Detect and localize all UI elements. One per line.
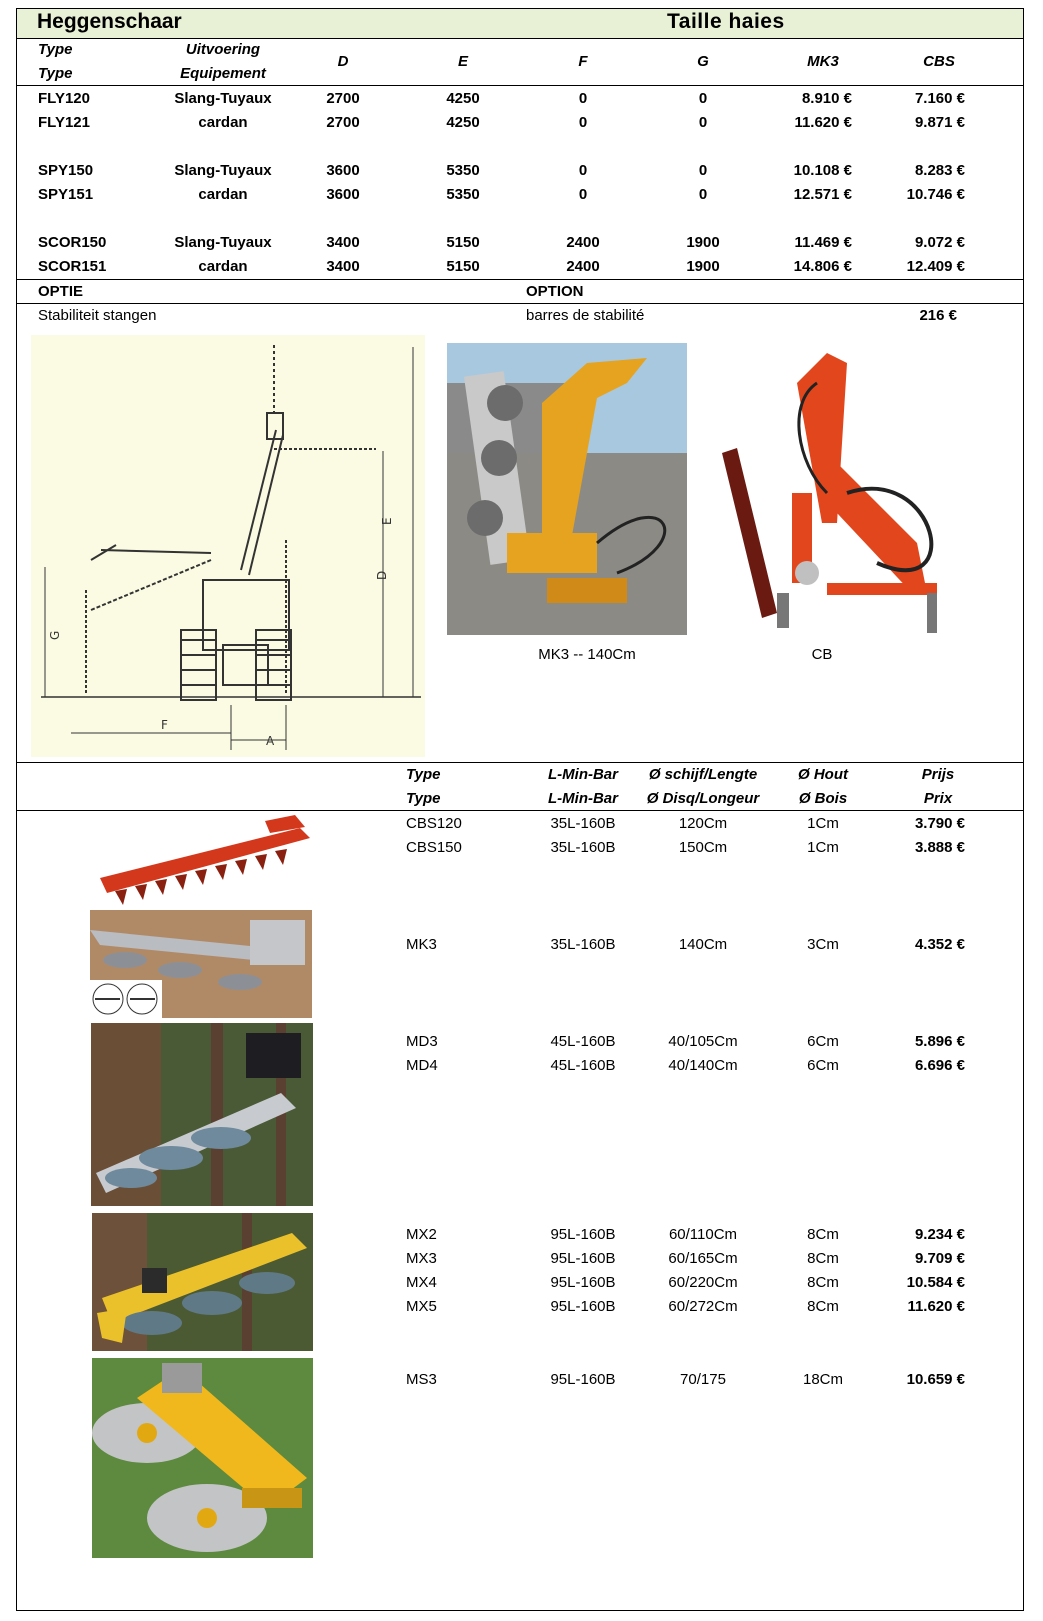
cell-type: MX3 [406, 1250, 437, 1267]
cell-mk3: 11.469 € [794, 234, 852, 251]
cell-cbs: 12.409 € [906, 258, 965, 275]
cell-mk3: 11.620 € [794, 114, 852, 131]
cell-type: FLY120 [38, 90, 90, 107]
cell-disc: 40/105Cm [668, 1033, 738, 1050]
cell-disc: 70/175 [680, 1371, 726, 1388]
cell-wood: 8Cm [807, 1274, 839, 1291]
title-bar [17, 9, 1023, 39]
cell-bar: 45L-160B [550, 1033, 616, 1050]
cell-d: 3600 [326, 186, 360, 203]
md-disc-saw-icon [91, 1023, 313, 1206]
cell-bar: 95L-160B [550, 1371, 616, 1388]
cell-e: 5350 [446, 162, 480, 179]
cell-disc: 120Cm [678, 815, 728, 832]
cell-equip: cardan [198, 186, 248, 203]
cell-cbs: 9.871 € [914, 114, 965, 131]
header-d: D [337, 53, 349, 70]
caption-cb: CB [811, 646, 833, 663]
header-bois: Ø Bois [798, 790, 848, 807]
header-prix: Prix [923, 790, 953, 807]
header-disq-longeur: Ø Disq/Longeur [646, 790, 760, 807]
divider [17, 279, 1023, 280]
cell-type: SCOR151 [38, 258, 107, 275]
cell-wood: 8Cm [807, 1250, 839, 1267]
cell-e: 4250 [446, 90, 480, 107]
cell-type: SPY151 [38, 186, 94, 203]
cell-g: 1900 [686, 258, 720, 275]
cell-cbs: 7.160 € [914, 90, 965, 107]
cell-wood: 18Cm [802, 1371, 844, 1388]
header-uitvoering: Uitvoering [185, 41, 261, 58]
mx-photo [92, 1213, 313, 1351]
md-photo [91, 1023, 313, 1206]
cbs-photo [95, 813, 317, 911]
option-label-fr: OPTION [526, 283, 584, 300]
cell-price: 11.620 € [907, 1298, 965, 1315]
cell-type: SPY150 [38, 162, 94, 179]
title-heggenschaar: Heggenschaar [37, 10, 182, 33]
cell-g: 1900 [686, 234, 720, 251]
option-item-fr: barres de stabilité [526, 307, 645, 324]
cell-disc: 60/272Cm [668, 1298, 738, 1315]
cell-wood: 8Cm [807, 1298, 839, 1315]
diagram-label-g: G [48, 630, 62, 640]
header-type-fr: Type [38, 65, 73, 82]
cell-wood: 8Cm [807, 1226, 839, 1243]
diagram-label-e: E [380, 517, 394, 525]
header-hout: Ø Hout [798, 766, 848, 783]
caption-mk3: MK3 -- 140Cm [538, 646, 636, 663]
cell-mk3: 8.910 € [801, 90, 852, 107]
header-schijf-lengte: Ø schijf/Lengte [648, 766, 758, 783]
cell-g: 0 [698, 186, 708, 203]
cell-f: 2400 [566, 234, 600, 251]
cell-wood: 1Cm [807, 815, 839, 832]
cell-type: MD3 [406, 1033, 438, 1050]
cell-e: 5150 [446, 258, 480, 275]
cell-equip: Slang-Tuyaux [174, 90, 272, 107]
cell-price: 10.659 € [906, 1371, 965, 1388]
cell-wood: 6Cm [807, 1057, 839, 1074]
cell-bar: 95L-160B [550, 1250, 616, 1267]
divider [17, 810, 1023, 811]
header-type: Type [38, 41, 73, 58]
price-sheet [16, 8, 1024, 1611]
cell-f: 0 [578, 186, 588, 203]
cell-equip: Slang-Tuyaux [174, 234, 272, 251]
cell-type: MX5 [406, 1298, 437, 1315]
header-prijs: Prijs [921, 766, 955, 783]
cell-mk3: 12.571 € [793, 186, 852, 203]
header-e: E [457, 53, 469, 70]
cell-bar: 45L-160B [550, 1057, 616, 1074]
divider [17, 85, 1023, 86]
header-f: F [578, 53, 588, 70]
cell-d: 2700 [326, 90, 360, 107]
cell-disc: 60/110Cm [668, 1226, 738, 1243]
header-mk3: MK3 [807, 53, 839, 70]
cell-price: 9.709 € [914, 1250, 965, 1267]
cell-price: 6.696 € [914, 1057, 965, 1074]
cell-wood: 6Cm [807, 1033, 839, 1050]
cell-g: 0 [698, 90, 708, 107]
cell-cbs: 8.283 € [914, 162, 965, 179]
cell-g: 0 [698, 114, 708, 131]
cell-f: 0 [578, 162, 588, 179]
cell-equip: cardan [198, 114, 248, 131]
header-cbs: CBS [923, 53, 955, 70]
header-l-min-bar-fr: L-Min-Bar [548, 790, 618, 807]
cell-type: CBS120 [406, 815, 462, 832]
cell-disc: 60/220Cm [668, 1274, 738, 1291]
dimension-diagram [31, 335, 425, 757]
tractor-boom-diagram-icon [31, 335, 425, 757]
mk3-photo [447, 343, 687, 635]
cb-hedge-trimmer-icon [717, 343, 967, 635]
cell-wood: 3Cm [807, 936, 839, 953]
cell-type: MD4 [406, 1057, 438, 1074]
cell-f: 0 [578, 90, 588, 107]
cell-wood: 1Cm [807, 839, 839, 856]
cell-price: 3.888 € [914, 839, 965, 856]
cell-type: FLY121 [38, 114, 90, 131]
divider [17, 303, 1023, 304]
title-taille-haies: Taille haies [667, 10, 785, 33]
cell-d: 2700 [326, 114, 360, 131]
ms3-photo [92, 1358, 313, 1558]
cell-type: MX4 [406, 1274, 437, 1291]
mk3-disc-cutter-icon [90, 910, 312, 1018]
cb-photo [717, 343, 967, 635]
cell-equip: Slang-Tuyaux [174, 162, 272, 179]
cell-disc: 60/165Cm [668, 1250, 738, 1267]
mk3-disc-photo [90, 910, 312, 1018]
cell-f: 2400 [566, 258, 600, 275]
cell-disc: 40/140Cm [668, 1057, 738, 1074]
cell-type: CBS150 [406, 839, 462, 856]
cell-bar: 35L-160B [550, 815, 616, 832]
divider [17, 762, 1023, 763]
cell-d: 3400 [326, 258, 360, 275]
cell-price: 9.234 € [914, 1226, 965, 1243]
cell-bar: 35L-160B [550, 839, 616, 856]
option-label-nl: OPTIE [38, 283, 84, 300]
cell-type: SCOR150 [38, 234, 107, 251]
cell-e: 5350 [446, 186, 480, 203]
cell-bar: 95L-160B [550, 1226, 616, 1243]
diagram-label-a: A [266, 734, 275, 748]
header-type-fr: Type [406, 790, 441, 807]
cell-disc: 150Cm [678, 839, 728, 856]
mk3-hedge-trimmer-icon [447, 343, 687, 635]
cell-price: 4.352 € [914, 936, 965, 953]
diagram-label-f: F [161, 718, 168, 732]
cell-cbs: 10.746 € [906, 186, 965, 203]
cell-disc: 140Cm [678, 936, 728, 953]
cell-g: 0 [698, 162, 708, 179]
cell-f: 0 [578, 114, 588, 131]
diagram-label-d: D [375, 570, 389, 580]
cell-mk3: 10.108 € [793, 162, 852, 179]
cell-e: 4250 [446, 114, 480, 131]
cell-price: 10.584 € [906, 1274, 965, 1291]
cell-d: 3600 [326, 162, 360, 179]
header-equipement: Equipement [180, 65, 266, 82]
cell-equip: cardan [198, 258, 248, 275]
cell-d: 3400 [326, 234, 360, 251]
cell-mk3: 14.806 € [793, 258, 852, 275]
mx-disc-saw-icon [92, 1213, 313, 1351]
option-item-nl: Stabiliteit stangen [38, 307, 157, 324]
cell-type: MX2 [406, 1226, 437, 1243]
cell-bar: 95L-160B [550, 1298, 616, 1315]
cell-price: 5.896 € [914, 1033, 965, 1050]
cell-bar: 95L-160B [550, 1274, 616, 1291]
cell-bar: 35L-160B [550, 936, 616, 953]
cell-type: MS3 [406, 1371, 437, 1388]
option-price: 216 € [919, 307, 957, 324]
cbs-cutter-bar-icon [95, 813, 317, 911]
header-g: G [697, 53, 709, 70]
ms3-disc-saw-icon [92, 1358, 313, 1558]
cell-type: MK3 [406, 936, 437, 953]
cell-price: 3.790 € [914, 815, 965, 832]
header-l-min-bar: L-Min-Bar [548, 766, 618, 783]
cell-e: 5150 [446, 234, 480, 251]
cell-cbs: 9.072 € [914, 234, 965, 251]
header-type: Type [406, 766, 441, 783]
